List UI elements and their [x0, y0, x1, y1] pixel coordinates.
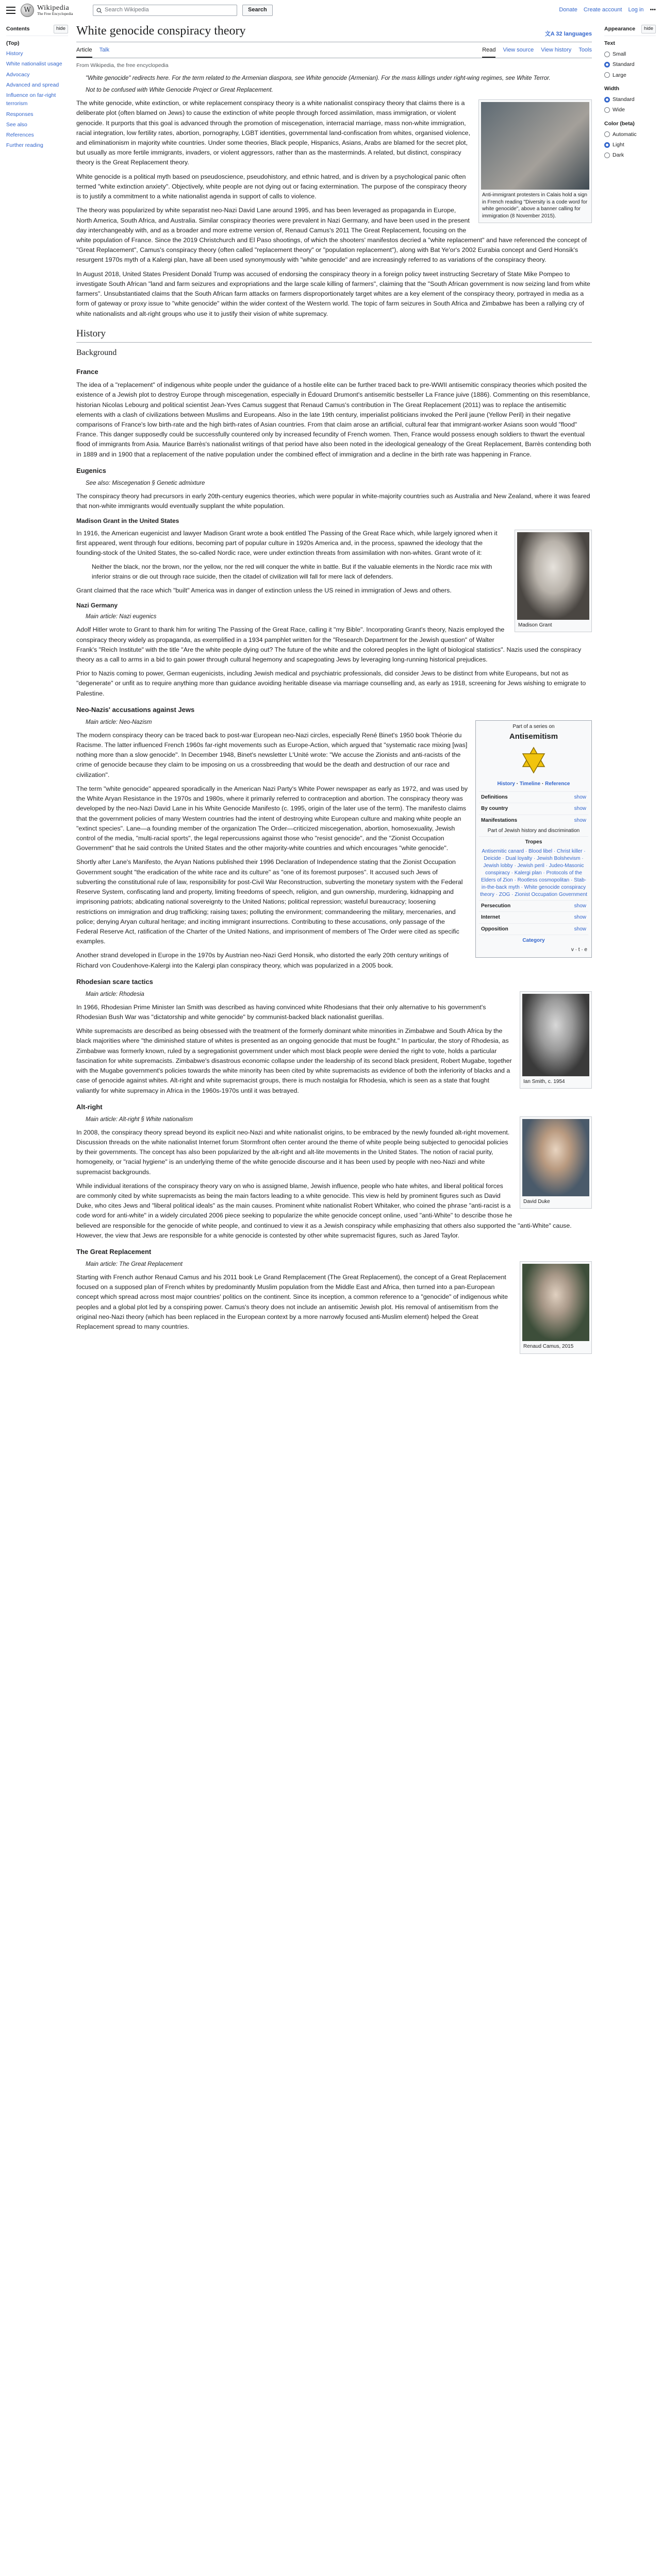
toc-item[interactable]: Further reading	[6, 142, 43, 149]
main-article-note: Main article: Alt-right § White nationalism	[86, 1116, 193, 1123]
section-heading-background: Background	[76, 348, 117, 358]
grant-figure	[515, 530, 592, 633]
body-paragraph: The modern conspiracy theory can be traced back to post-war European neo-Nazi circles, especially René Binet's 1950 book Théorie du Racisme. The latter influenced French 1960s far-right movements such as Europe-Action, which argued that "systematic race mixing [was] nothing more than a slow genocide". In December 1948, Binet's newsletter L'Unité wrote: "We accuse the Zionists and anti-racists of the crime of genocide because they claim to be imposing on us a crossbreeding that would be the death and destruction of our race and civilization".	[76, 731, 468, 778]
navbox-row[interactable]: Definitions show	[479, 791, 588, 803]
toc-item[interactable]: History	[6, 50, 23, 57]
toc-item[interactable]: White nationalist usage	[6, 61, 62, 67]
logo-tagline: The Free Encyclopedia	[37, 11, 73, 16]
calais-protest-photo[interactable]	[481, 102, 589, 190]
create-account-link[interactable]: Create account	[583, 7, 622, 13]
body-paragraph: While individual iterations of the conspiracy theory vary on who is assigned blame, Jewish influence, people who hate whites, and liberal political forces are commonly cited by white supremacists as being the main factors leading to a white genocide. This view is held by prominent figures such as David Duke, who cites Jews and "liberal political ideals" as the main causes. Prominent white nationalist Robert Whitaker, who coined the phrase "anti-racist is a code word for anti-white" in a widely circulated 2006 piece seeking to popularize the white genocide concept online, used "anti-White" to describe those he believed are responsible for the genocide of white people, and continued to view it as a Jewish conspiracy while emphasizing that others also supported the "anti-White" cause. However, the view that Jews are responsible for a white genocide is contested by other white supremacist figures, such as Jared Taylor.	[76, 1182, 572, 1239]
smith-figure	[520, 991, 592, 1089]
main-menu-icon[interactable]	[6, 7, 15, 14]
body-paragraph: Adolf Hitler wrote to Grant to thank him for writing The Passing of the Great Race, calling it "my Bible". Incorporating Grant's theory, Nazis employed the conspiracy theory widely as propaganda, as exemplified in a 1934 pamphlet written for the "Research Department for the Jewish question" of Walter Frank's "Reich Institute" with the title "Are the white people dying out? The future of the white and the colored peoples in the light of biological statistics". Nazis used the conspiracy theory as a call to arms in a bid to gain power through cultural hegemony and scapegoating Jews by leveraging long-running historical prejudices.	[76, 626, 582, 663]
text-size-option-label: Large	[613, 72, 626, 78]
blockquote: Neither the black, nor the brown, nor the yellow, nor the red will conquer the white in battle. But if the valuable elements in the Nordic race mix with inferior strains or die out through race suicide, then the citadel of civilization will fall for mere lack of defenders.	[92, 563, 492, 581]
search-button[interactable]: Search	[242, 5, 273, 16]
navbox-vte[interactable]: v · t · e	[571, 946, 587, 953]
see-also-note: See also: Miscegenation § Genetic admixture	[86, 480, 205, 486]
antisemitism-sidebar	[475, 720, 592, 958]
appearance-hide-button[interactable]: hide	[641, 25, 656, 33]
toc-hide-button[interactable]: hide	[54, 25, 68, 33]
body-paragraph: The idea of a "replacement" of indigenous white people under the guidance of a hostile elite can be further traced back to pre-WWII antisemitic conspiracy theories which posited the existence of a Jewish plot to destroy Europe through miscegenation, especially in Édouard Drumont's antisemitic bestseller La France juive (1886). Commenting on this resemblance, historian Nicolas Lebourg and political scientist Jean-Yves Camus suggest that Renaud Camus's contribution in The Great Replacement (2011) was to replace the antisemitic elements with a clash of civilizations between Muslims and Europeans. Also in the late 19th century, imperialist politicians invoked the Peril jaune (Yellow Peril) in their negative comparisons of France's low birth-rate and the high birth-rates of Asian countries. From that claim arose an artificial, cultural fear that immigrant-worker Asians soon would "flood" France. This danger supposedly could be successfully countered only by increased fecundity of French women. Then, France would possess enough soldiers to thwart the eventual flood of immigrants from Asia. Maurice Barrès's nationalist writings of that period have also been noted in the ideological genealogy of the Great Replacement, Barrès contending both in 1889 and in 1900 that a replacement of the native population under the combined effect of immigration and a decline in the birth rate was happening in France.	[76, 381, 591, 458]
navbox-tropes-list[interactable]: Antisemitic canard · Blood libel · Christ killer · Deicide · Dual loyalty · Jewish Bolshevism · Jewish lobby · Jewish peril · Judeo-Masonic conspiracy · Kalergi plan · Protocols of the Elders of Zion · Rootless cosmopolitan · Stab-in-the-back myth · White genocide conspiracy theory · ZOG · Zionist Occupation Government	[480, 848, 587, 897]
image-caption: Renaud Camus, 2015	[523, 1344, 574, 1350]
camus-figure	[520, 1261, 592, 1354]
navbox-part-line: Part of Jewish history and discrimination	[487, 828, 580, 834]
site-header	[0, 0, 662, 21]
navbox-link-reference[interactable]: Reference	[545, 781, 570, 787]
renaud-camus-photo[interactable]	[522, 1264, 589, 1341]
more-options-icon[interactable]: •••	[650, 7, 656, 13]
navbox-row[interactable]: Internet show	[479, 911, 588, 923]
subsection-heading-neo-nazis: Neo-Nazis' accusations against Jews	[76, 705, 195, 714]
image-caption: Madison Grant	[518, 622, 552, 628]
tab-read[interactable]: Read	[482, 44, 495, 58]
toc-item[interactable]: Responses	[6, 111, 34, 117]
from-wikipedia-line: From Wikipedia, the free encyclopedia	[76, 62, 169, 69]
body-paragraph: Another strand developed in Europe in the 1970s by Austrian neo-Nazi Gerd Honsik, who distorted the early 20th century writings of Richard von Coudenhove-Kalergi into the Kalergi plan conspiracy theory, which was popularized in a 2005 book.	[76, 952, 449, 969]
radio-icon	[604, 107, 610, 113]
subsection-heading-eugenics: Eugenics	[76, 466, 106, 474]
page-title: White genocide conspiracy theory	[76, 24, 246, 38]
toc-item[interactable]: (Top)	[6, 40, 20, 46]
lead-paragraph: The theory was popularized by white separatist neo-Nazi David Lane around 1995, and has been leveraged as propaganda in Europe, North America, South Africa, and Australia. Similar conspiracy theories were prevalent in Nazi Germany, and have been used in the present day interchangeably with, and as a broader and more extreme version of, Renaud Camus's 2011 The Great Replacement, focusing on the white population of France. Since the 2019 Christchurch and El Paso shootings, of which the shooters' manifestos decried a "white replacement" and have referenced the concept of "Great Replacement", Camus's conspiracy theory (often called "replacement theory" or "population replacement"), along with Bat Ye'or's 2002 Eurabia concept and Gerd Honsik's resurgent 1970s myth of a Kalergi plan, have all been used synonymously with "white genocide" and are increasingly referred to as variations of the conspiracy theory.	[76, 207, 587, 264]
width-label: Width	[604, 85, 620, 92]
tab-talk[interactable]: Talk	[99, 47, 110, 54]
color-option-label: Automatic	[613, 131, 637, 138]
navbox-links: History · Timeline · Reference	[497, 781, 570, 787]
subsection-heading-alt-right: Alt-right	[76, 1103, 103, 1111]
width-radio[interactable]	[604, 105, 656, 115]
color-radio[interactable]	[604, 150, 656, 160]
text-size-option-label: Small	[613, 50, 626, 57]
width-option-label: Wide	[613, 107, 625, 113]
tab-article[interactable]: Article	[76, 44, 92, 58]
navbox-link-history[interactable]: History	[497, 781, 515, 787]
body-paragraph: Grant claimed that the race which "built" America was in danger of extinction unless the US reined in immigration of Jews and others.	[76, 586, 452, 594]
toc-item[interactable]: Influence on far-right terrorism	[6, 92, 56, 107]
table-of-contents	[6, 21, 73, 1359]
logo-wordmark: Wikipedia	[37, 4, 70, 12]
image-caption: David Duke	[523, 1198, 550, 1205]
subsection-heading-grant: Madison Grant in the United States	[76, 517, 179, 525]
tab-view-history[interactable]: View history	[541, 47, 572, 54]
series-note: Part of a series on	[512, 723, 555, 730]
color-radio[interactable]	[604, 129, 656, 140]
main-article-note: Main article: Nazi eugenics	[86, 614, 157, 620]
radio-icon	[604, 72, 610, 78]
color-label: Color (beta)	[604, 120, 635, 127]
wikipedia-globe-icon: W	[21, 4, 34, 17]
log-in-link[interactable]: Log in	[628, 7, 644, 13]
subsection-heading-nazi-germany: Nazi Germany	[76, 601, 118, 609]
navbox-link-timeline[interactable]: Timeline	[519, 781, 541, 787]
lead-image-figure	[478, 99, 592, 223]
lead-paragraph: White genocide is a political myth based on pseudoscience, pseudohistory, and ethnic hatred, and is driven by a psychological panic often termed "white extinction anxiety". Objectively, white people are not dying out or facing extermination. The purpose of the conspiracy theory is to justify a commitment to a white nationalist agenda in support of calls to violence.	[76, 173, 467, 200]
navbox-row[interactable]: Manifestations show	[479, 815, 588, 826]
width-radio[interactable]	[604, 94, 656, 105]
navbox-title[interactable]: Antisemitism	[509, 732, 558, 741]
lead-paragraph: The white genocide, white extinction, or white replacement conspiracy theory is a white nationalist conspiracy theory that claims there is a deliberate plot (often blamed on Jews) to cause the extinction of white people through forced assimilation, mass immigration, or violent genocide. It purports that this goal is advanced through the promotion of miscegenation, interracial marriage, mass non-white immigration, racial integration, low fertility rates, abortion, pornography, LGBT identities, governmental land-confiscation from whites, organised violence, and eliminationism in majority white countries. Under some theories, Black people, Hispanics, Asians, Arabs are blamed for the secret plot, but usually as more fertile immigrants, invaders, or violent aggressors, rather than as the masterminds. A related, but distinct, conspiracy theory is the Great Replacement theory.	[76, 99, 471, 166]
body-paragraph: Shortly after Lane's Manifesto, the Aryan Nations published their 1996 Declaration of Independence stating that the Zionist Occupation Government sought "the eradication of the white race and its culture" as "one of its foremost purposes". It accused such Jews of subverting the constitutional rule of law, responsibility for post-Civil War Reconstruction, subverting the monetary system with the Federal Reserve System, confiscating land and property, limiting freedoms of speech, religion, and gun ownership, murdering, kidnapping and imprisoning patriots; abdicating national sovereignty to the United Nations; political repression; wasteful bureaucracy; loosening restrictions on immigration and drug trafficking; raising taxes; polluting the environment; commandeering the military, mercenaries, and police; denying Aryan cultural heritage; and inciting immigrant insurrections. Contributing to these accusations, only passage of the Federal Reserve Act, ratification of the Charter of the United Nations, and imprisonment of members of The Order were cited as specific examples.	[76, 858, 463, 945]
subsection-heading-france: France	[76, 367, 98, 376]
search-input[interactable]	[93, 5, 237, 16]
text-size-option-label: Standard	[613, 61, 635, 68]
body-paragraph: The term "white genocide" appeared sporadically in the American Nazi Party's White Power newspaper as early as 1972, and was used by the White Aryan Resistance in the 1970s and 1980s, where it primarily referred to contraception and abortion. The conspiracy theory was developed by the neo-Nazi David Lane in his White Genocide Manifesto (c. 1995, origin of the later use of the term). The manifesto claims that the government policies of many Western countries had the intent of destroying white European culture and making white people an "extinct species". Lane—a founding member of the organization The Order—criticized miscegenation, abortion, homosexuality, Jewish control of the media, "multi-racial sports", the legal repercussions against those who "resist genocide", and the "Zionist Occupation Government" that he said controls the United States and the other majority-white countries and which encourages "white genocide".	[76, 785, 468, 852]
hatnote: Not to be confused with White Genocide Project or Great Replacement.	[86, 87, 273, 94]
search-placeholder: Search Wikipedia	[105, 7, 149, 13]
width-option-label: Standard	[613, 96, 635, 103]
color-option-label: Dark	[613, 152, 624, 159]
toc-title: Contents	[6, 26, 30, 32]
radio-icon	[604, 152, 610, 158]
languages-button[interactable]: 文A 32 languages	[544, 31, 592, 38]
navbox-row[interactable]: Persecution show	[479, 900, 588, 912]
text-size-radio[interactable]	[604, 59, 656, 70]
navbox-row[interactable]: By country show	[479, 803, 588, 815]
lead-paragraph: In August 2018, United States President Donald Trump was accused of endorsing the conspiracy theory in a foreign policy tweet instructing Secretary of State Mike Pompeo to investigate South African "land and farm seizures and expropriations and the large scale killing of farmers", claiming that the "South African government is now seizing land from white farmers". Unsubstantiated claims that the South African farm attacks on farmers disproportionately target whites are a key element of the conspiracy theory, portrayed in media as a form of gateway or proxy issue to "white genocide" within the wider context of the Western world. The topic of farm seizures in South Africa and Zimbabwe has been a rallying cry of white nationalists and alt-right groups who use it to justify their vision of white supremacy.	[76, 270, 590, 317]
duke-figure	[520, 1116, 592, 1209]
navbox-row[interactable]: Opposition show	[479, 923, 588, 935]
hatnote: "White genocide" redirects here. For the term related to the Armenian diaspora, see White genocide (Armenian). For the mass killings under right-wing regimes, see White Terror.	[86, 75, 551, 81]
radio-icon	[604, 97, 610, 103]
main-article-note: Main article: Rhodesia	[86, 991, 144, 997]
body-paragraph: In 2008, the conspiracy theory spread beyond its explicit neo-Nazi and white nationalist origins, to be embraced by the newly founded alt-right movement. Discussion threads on the white nationalist Internet forum Stormfront often center around the theme of white people being subjected to genocidal policies by their governments. The concept has also been popularized by the alt-right and alt-lite movements in the United States. The notion of racial purity, homogeneity, or "racial hygiene" is an underlying theme of the white genocide discourse and it has been used by people with neo-Nazi and white supremacist backgrounds.	[76, 1128, 510, 1176]
donate-link[interactable]: Donate	[559, 7, 577, 13]
radio-icon	[604, 131, 610, 137]
subsection-heading-great-replacement: The Great Replacement	[76, 1248, 152, 1256]
tab-view-source[interactable]: View source	[503, 47, 534, 54]
text-size-radio[interactable]	[604, 49, 656, 59]
toc-item[interactable]: See also	[6, 121, 27, 128]
wikipedia-logo[interactable]	[21, 4, 88, 17]
toc-item[interactable]: References	[6, 132, 34, 139]
appearance-title: Appearance	[604, 26, 636, 32]
color-option-label: Light	[613, 142, 624, 148]
text-size-label: Text	[604, 40, 615, 46]
appearance-panel	[599, 21, 656, 1359]
body-paragraph: White supremacists are described as being obsessed with the treatment of the formerly dominant white minorities in Zimbabwe and South Africa by the black majorities where "the diminished stature of whites is presented as an ongoing genocide that must be fought." In particular, the story of Rhodesia, as Zimbabwe was formerly known, ruled by a segregationist government under which most black people were denied the right to vote, holds a particular fascination for white supremacists. Zimbabwe's disastrous economic collapse under the leadership of its second black president, Robert Mugabe, together with the Mugabe government's policies towards the white minority has been cited by white supremacists as evidence of both the inferiority of blacks and a case of genocide against whites. Alt-right and white supremacist groups, there is much nostalgia for Rhodesia, which is seen as a state that fought valiantly for white supremacy in Africa in the 1960s-1970s until it was betrayed.	[76, 1027, 512, 1094]
image-caption: Anti-immigrant protesters in Calais hold a sign in French reading "Diversity is a code word for white genocide", above a banner calling for immigration (8 November 2015).	[482, 192, 588, 219]
madison-grant-portrait[interactable]	[517, 532, 589, 620]
star-of-david-icon	[479, 746, 588, 777]
subsection-heading-rhodesia: Rhodesian scare tactics	[76, 977, 153, 986]
section-heading-history: History	[76, 326, 592, 343]
image-caption: Ian Smith, c. 1954	[523, 1078, 565, 1084]
color-radio[interactable]	[604, 140, 656, 150]
toc-item[interactable]: Advocacy	[6, 71, 30, 78]
text-size-radio[interactable]	[604, 70, 656, 80]
body-paragraph: In 1916, the American eugenicist and lawyer Madison Grant wrote a book entitled The Passing of the Great Race which, while largely ignored when it first appeared, went through four editions, becoming part of popular culture in 1920s America and, in the process, spawned the ideology that the founding-stock of the United States, the so-called Nordic race, were under extinction threats from assimilation with non-whites. Grant wrote of it:	[76, 529, 498, 557]
article-content	[73, 21, 599, 1359]
body-paragraph: Prior to Nazis coming to power, German eugenicists, including Jewish medical and psychiatric professionals, did consider Jews to be distinct from white Europeans, but not as "degenerate" or unfit as to require anything more than guidance avoiding heritable disease via marriage counselling and, as early as 1918, screening for Jews wishing to emigrate to Palestine.	[76, 670, 586, 697]
main-article-note: Main article: Neo-Nazism	[86, 719, 152, 725]
radio-icon	[604, 52, 610, 57]
main-article-note: Main article: The Great Replacement	[86, 1261, 183, 1268]
tab-tools[interactable]: Tools	[578, 47, 592, 54]
navbox-tropes-title: Tropes	[479, 836, 588, 846]
radio-icon	[604, 62, 610, 67]
david-duke-photo[interactable]	[522, 1119, 589, 1196]
search-icon	[96, 8, 102, 13]
body-paragraph: Starting with French author Renaud Camus and his 2011 book Le Grand Remplacement (The Great Replacement), the concept of a Great Replacement focused on a supposed plan of French whites by predominantly Muslim population from the Middle East and Africa, then turned into a pan-European concept which spread across most major countries' politics on the continent. Since its inception, a common reference to a "genocide" of indigenous white peoples and a global plot led by a conspiring power. Camus's theory does not include an antisemitic Jewish plot. His removal of antisemitism from the original neo-Nazi theory (which has been replaced in the European context by a more narrowly focused anti-Muslim element) helped the Great Replacement spread to many countries.	[76, 1274, 508, 1331]
body-paragraph: The conspiracy theory had precursors in early 20th-century eugenics theories, which were popular in white-majority countries such as Australia and New Zealand, where it was feared that non-white immigrants would eventually supplant the white population.	[76, 492, 590, 510]
radio-icon	[604, 142, 610, 148]
navbox-category-link[interactable]: Category	[479, 935, 588, 945]
body-paragraph: In 1966, Rhodesian Prime Minister Ian Smith was described as having convinced white Rhodesians that their only alternative to his government's Rhodesian Bush War was "dictatorship and white genocide" by communist-backed black nationalist guerillas.	[76, 1003, 486, 1021]
toc-item[interactable]: Advanced and spread	[6, 81, 59, 88]
ian-smith-portrait[interactable]	[522, 994, 589, 1076]
